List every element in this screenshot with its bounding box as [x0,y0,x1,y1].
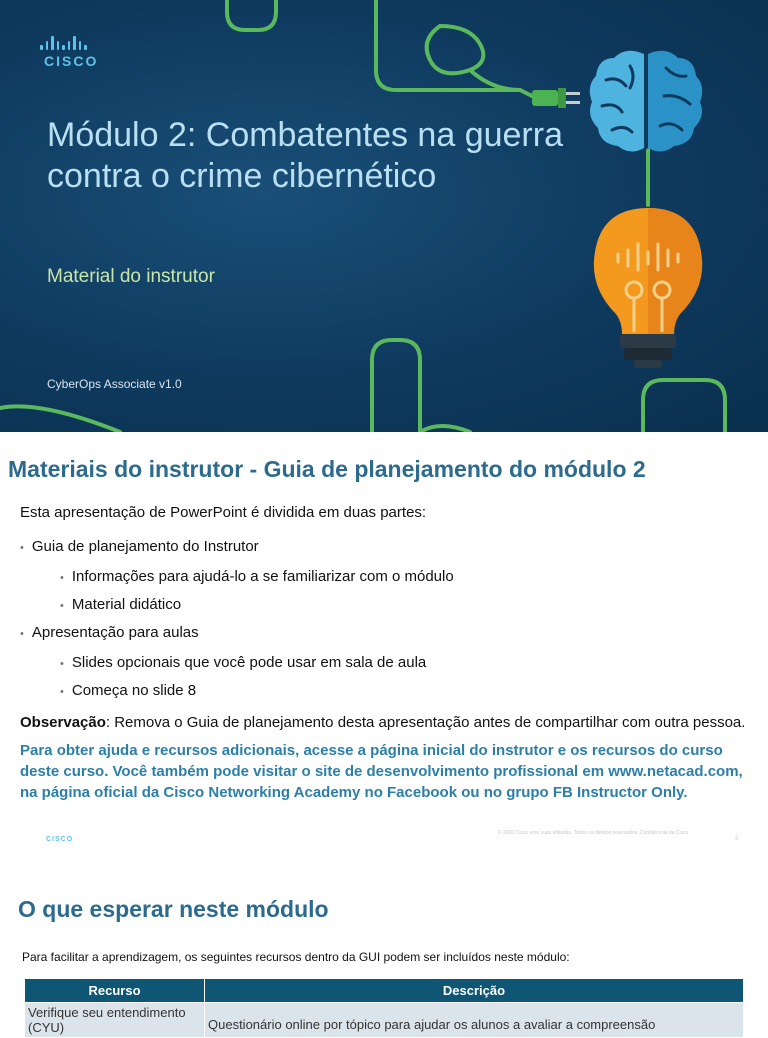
bullet-icon: • [60,658,64,670]
help-paragraph: Para obter ajuda e recursos adicionais, acesse a página inicial do instrutor e os recursos do curso deste curso. Você também pode visitar o site de desenvolvimento profissional em www.netacad.com, na página oficial da Cisco Networking Academy no Facebook ou no grupo FB Instructor Only. [20,742,743,801]
list-item-label: Informações para ajudá-lo a se familiarizar com o módulo [71,568,454,585]
table-row [25,1003,744,1038]
column-header-description: Descrição [205,979,744,1003]
resources-table [24,978,744,1038]
list-item [20,682,750,710]
bullet-icon: • [60,572,64,584]
module-expectations-slide [0,864,768,1035]
intro-text: Esta apresentação de PowerPoint é dividida em duas partes: [20,504,427,521]
column-header-resource: Recurso [25,979,205,1003]
bullet-icon: • [60,600,64,612]
table-cell: Verifique seu entendimento (CYU) [25,1003,205,1038]
slide-title: Módulo 2: Combatentes na guerra contra o crime cibernético [47,116,563,195]
bullet-icon: • [20,542,24,554]
lightbulb-icon [588,204,708,376]
list-item-label: Slides opcionais que você pode usar em sala de aula [71,654,427,671]
cisco-logo [40,34,98,69]
list-item [20,654,750,682]
list-item [20,538,750,568]
planning-guide-slide [0,432,768,864]
note-text: : Remova o Guia de planejamento desta apresentação antes de compartilhar com outra pessoa. [105,714,746,731]
list-item [20,596,750,624]
footer-logo: CISCO [46,836,74,843]
table-cell: Questionário online por tópico para ajudar os alunos a avaliar a compreensão [205,1003,744,1038]
cisco-logo-text: CISCO [44,53,99,69]
list-item-label: Começa no slide 8 [71,682,197,699]
slide-subtitle: Material do instrutor [47,266,215,287]
course-name: CyberOps Associate v1.0 [47,377,182,391]
plug-icon [528,84,584,112]
list-item-label: Apresentação para aulas [31,624,199,641]
list-item [20,568,750,596]
slide-title: Materiais do instrutor - Guia de planejamento do módulo 2 [8,456,646,482]
page-number: 2 [735,836,739,842]
intro-text: Para facilitar a aprendizagem, os seguintes recursos dentro da GUI podem ser incluídos neste módulo: [22,950,570,964]
bullet-icon: • [20,628,24,640]
footer-copyright: © 2020 Cisco e/ou suas afiliadas. Todos os direitos reservados. Confidencial da Cisco [498,830,689,836]
list-item-label: Guia de planejamento do Instrutor [31,538,259,555]
table-header-row [25,979,744,1003]
slide-body [20,504,750,803]
note-paragraph [20,712,750,734]
slide-title: O que esperar neste módulo [18,896,329,922]
note-label: Observação [20,714,106,731]
title-slide [0,0,768,432]
list-item [20,624,750,654]
brain-icon [586,46,706,158]
cisco-logo-icon [40,34,98,50]
list-item-label: Material didático [71,596,182,613]
bullet-icon: • [60,686,64,698]
